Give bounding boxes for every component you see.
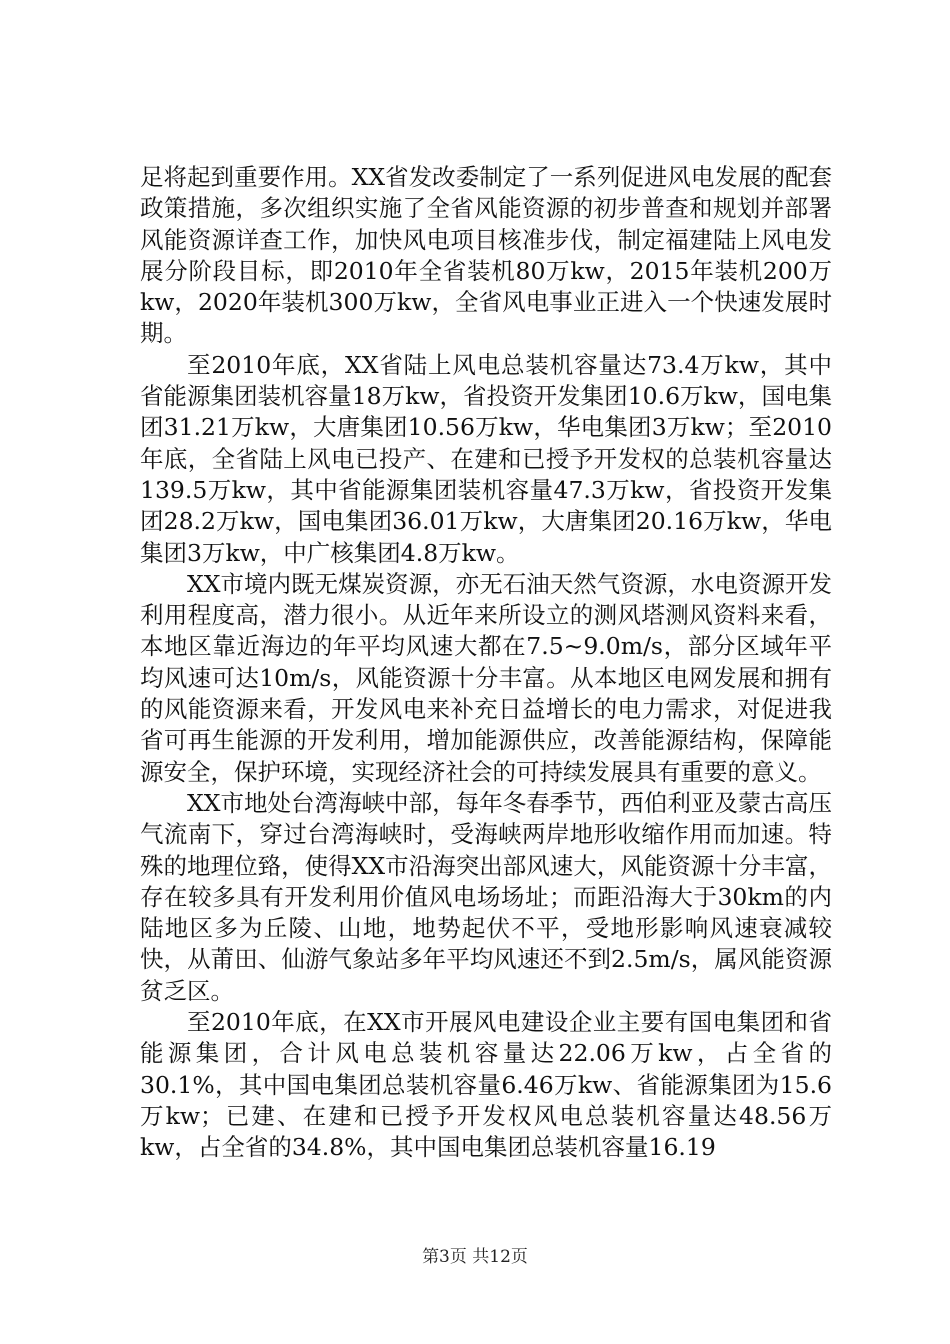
paragraph-1: 足将起到重要作用。XX省发改委制定了一系列促进风电发展的配套政策措施，多次组织实施了全省风能资源的初步普查和规划并部署风能资源详查工作，加快风电项目核准步伐，制定福建陆上风电发展分阶段目标，即2010年全省装机80万kw，2015年装机200万kw，2020年装机300万kw，全省风电事业正进入一个快速发展时期。 [140, 163, 832, 348]
document-body [140, 162, 832, 1164]
page-number-footer: 第3页 共12页 [422, 1247, 528, 1267]
paragraph-2: 至2010年底，XX省陆上风电总装机容量达73.4万kw，其中省能源集团装机容量18万kw，省投资开发集团10.6万kw，国电集团31.21万kw，大唐集团10.56万kw，华电集团3万kw；至2010年底，全省陆上风电已投产、在建和已授予开发权的总装机容量达139.5万kw，其中省能源集团装机容量47.3万kw，省投资开发集团28.2万kw，国电集团36.01万kw，大唐集团20.16万kw，华电集团3万kw，中广核集团4.8万kw。 [140, 350, 832, 567]
paragraph-5: 至2010年底，在XX市开展风电建设企业主要有国电集团和省能源集团，合计风电总装机容量达22.06万kw，占全省的30.1%，其中国电集团总装机容量6.46万kw、省能源集团为15.6万kw；已建、在建和已授予开发权风电总装机容量达48.56万kw，占全省的34.8%，其中国电集团总装机容量16.19 [140, 1008, 832, 1162]
paragraph-3: XX市境内既无煤炭资源，亦无石油天然气资源，水电资源开发利用程度高，潜力很小。从近年来所设立的测风塔测风资料来看，本地区靠近海边的年平均风速大都在7.5~9.0m/s，部分区域年平均风速可达10m/s，风能资源十分丰富。从本地区电网发展和拥有的风能资源来看，开发风电来补充日益增长的电力需求，对促进我省可再生能源的开发利用，增加能源供应，改善能源结构，保障能源安全，保护环境，实现经济社会的可持续发展具有重要的意义。 [140, 569, 832, 786]
paragraph-4: XX市地处台湾海峡中部，每年冬春季节，西伯利亚及蒙古高压气流南下，穿过台湾海峡时，受海峡两岸地形收缩作用而加速。特殊的地理位臵，使得XX市沿海突出部风速大，风能资源十分丰富，存在较多具有开发利用价值风电场场址；而距沿海大于30km的内陆地区多为丘陵、山地，地势起伏不平，受地形影响风速衰减较快，从莆田、仙游气象站多年平均风速还不到2.5m/s，属风能资源贫乏区。 [140, 788, 832, 1005]
